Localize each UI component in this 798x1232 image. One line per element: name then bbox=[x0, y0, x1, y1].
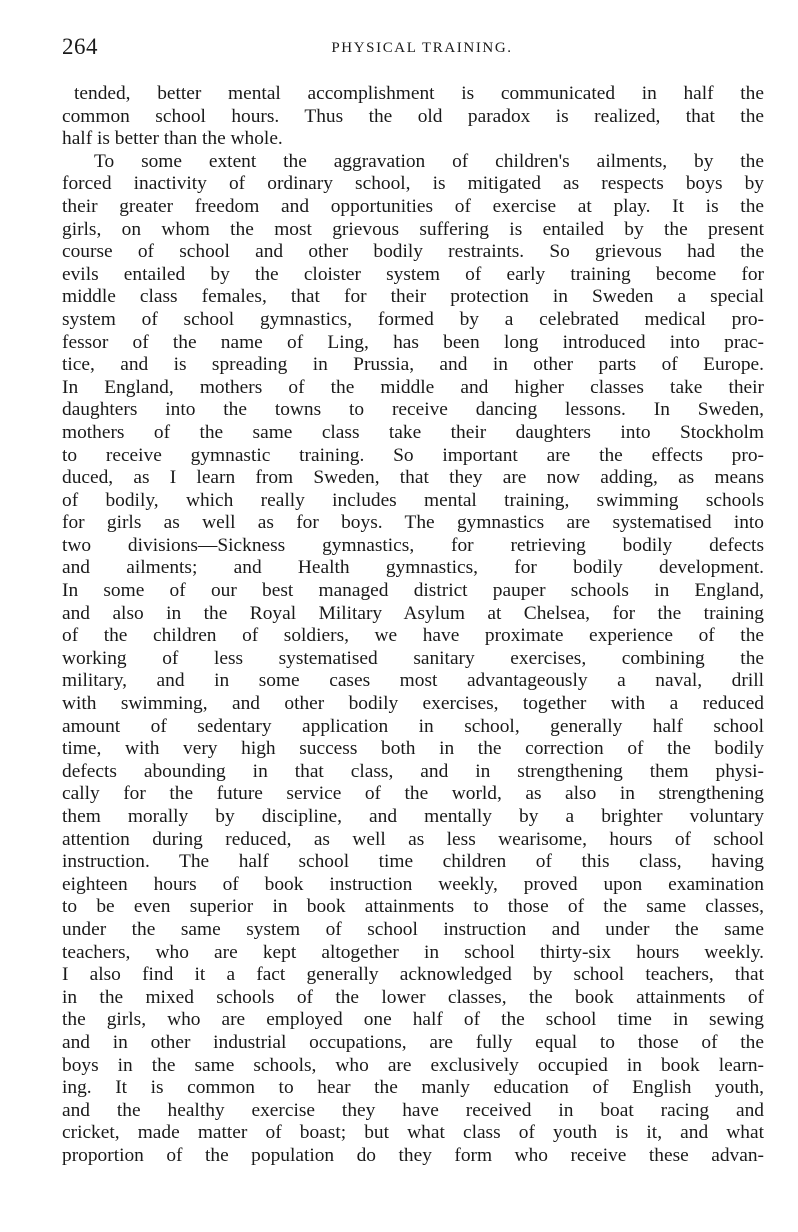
text-line: cricket, made matter of boast; but what class of youth is it, and what bbox=[62, 1122, 764, 1144]
text-line: I also find it a fact generally acknowledged by school teachers, that bbox=[62, 964, 764, 986]
text-line: ing. It is common to hear the manly education of English youth, bbox=[62, 1077, 764, 1099]
text-line: working of less systematised sanitary exercises, combining the bbox=[62, 647, 764, 669]
text-line: for girls as well as for boys. The gymnastics are systematised into bbox=[62, 512, 764, 534]
text-line: girls, on whom the most grievous suffering is entailed by the present bbox=[62, 218, 764, 240]
text-line: forced inactivity of ordinary school, is mitigated as respects boys by bbox=[62, 173, 764, 195]
text-line: the girls, who are employed one half of the school time in sewing bbox=[62, 1009, 764, 1031]
text-line: middle class females, that for their protection in Sweden a special bbox=[62, 286, 764, 308]
text-line: defects abounding in that class, and in strengthening them physi- bbox=[62, 760, 764, 782]
text-line: in the mixed schools of the lower classes, the book attainments of bbox=[62, 986, 764, 1008]
text-line: duced, as I learn from Sweden, that they are now adding, as means bbox=[62, 467, 764, 489]
text-line: In some of our best managed district pauper schools in England, bbox=[62, 580, 764, 602]
text-line: common school hours. Thus the old paradox is realized, that the bbox=[62, 105, 764, 127]
text-line: to be even superior in book attainments to those of the same classes, bbox=[62, 896, 764, 918]
text-line: boys in the same schools, who are exclusively occupied in book learn- bbox=[62, 1054, 764, 1076]
body-text bbox=[62, 83, 764, 1168]
text-line: their greater freedom and opportunities of exercise at play. It is the bbox=[62, 195, 764, 217]
text-line: and the healthy exercise they have received in boat racing and bbox=[62, 1099, 764, 1121]
text-line: attention during reduced, as well as less wearisome, hours of school bbox=[62, 828, 764, 850]
text-line: evils entailed by the cloister system of early training become for bbox=[62, 263, 764, 285]
text-line: and also in the Royal Military Asylum at Chelsea, for the training bbox=[62, 602, 764, 624]
text-line: proportion of the population do they form who receive these advan- bbox=[62, 1144, 764, 1166]
running-title: PHYSICAL TRAINING. bbox=[331, 40, 513, 56]
text-line: under the same system of school instruction and under the same bbox=[62, 918, 764, 940]
paragraph bbox=[62, 151, 764, 1168]
text-line: course of school and other bodily restraints. So grievous had the bbox=[62, 241, 764, 263]
running-head bbox=[62, 34, 762, 64]
text-line: with swimming, and other bodily exercises, together with a reduced bbox=[62, 693, 764, 715]
text-line: In England, mothers of the middle and higher classes take their bbox=[62, 376, 764, 398]
text-line: two divisions—Sickness gymnastics, for retrieving bodily defects bbox=[62, 534, 764, 556]
text-line: teachers, who are kept altogether in school thirty-six hours weekly. bbox=[62, 941, 764, 963]
text-line: To some extent the aggravation of children's ailments, by the bbox=[94, 150, 764, 172]
text-line: half is better than the whole. bbox=[62, 128, 283, 150]
text-line: to receive gymnastic training. So important are the effects pro- bbox=[62, 444, 764, 466]
text-line: and ailments; and Health gymnastics, for bodily development. bbox=[62, 557, 764, 579]
text-line: fessor of the name of Ling, has been long introduced into prac- bbox=[62, 331, 764, 353]
text-line: them morally by discipline, and mentally by a brighter voluntary bbox=[62, 806, 764, 827]
text-line: eighteen hours of book instruction weekly, proved upon examination bbox=[62, 873, 764, 895]
text-line: of the children of soldiers, we have proximate experience of the bbox=[62, 625, 764, 647]
text-line: amount of sedentary application in school, generally half school bbox=[62, 715, 764, 737]
text-line: instruction. The half school time children of this class, having bbox=[62, 851, 764, 873]
text-line: tice, and is spreading in Prussia, and in other parts of Europe. bbox=[62, 354, 764, 376]
text-line: system of school gymnastics, formed by a celebrated medical pro- bbox=[62, 308, 764, 330]
text-line: time, with very high success both in the correction of the bodily bbox=[62, 738, 764, 760]
text-line: tended, better mental accomplishment is communicated in half the bbox=[74, 83, 764, 104]
text-line: military, and in some cases most advantageously a naval, drill bbox=[62, 670, 764, 692]
text-line: daughters into the towns to receive dancing lessons. In Sweden, bbox=[62, 399, 764, 421]
page-number: 264 bbox=[62, 34, 98, 59]
paragraph bbox=[62, 83, 764, 151]
text-line: and in other industrial occupations, are fully equal to those of the bbox=[62, 1031, 764, 1053]
text-line: of bodily, which really includes mental training, swimming schools bbox=[62, 489, 764, 511]
text-line: cally for the future service of the world, as also in strengthening bbox=[62, 783, 764, 805]
text-line: mothers of the same class take their daughters into Stockholm bbox=[62, 421, 764, 443]
